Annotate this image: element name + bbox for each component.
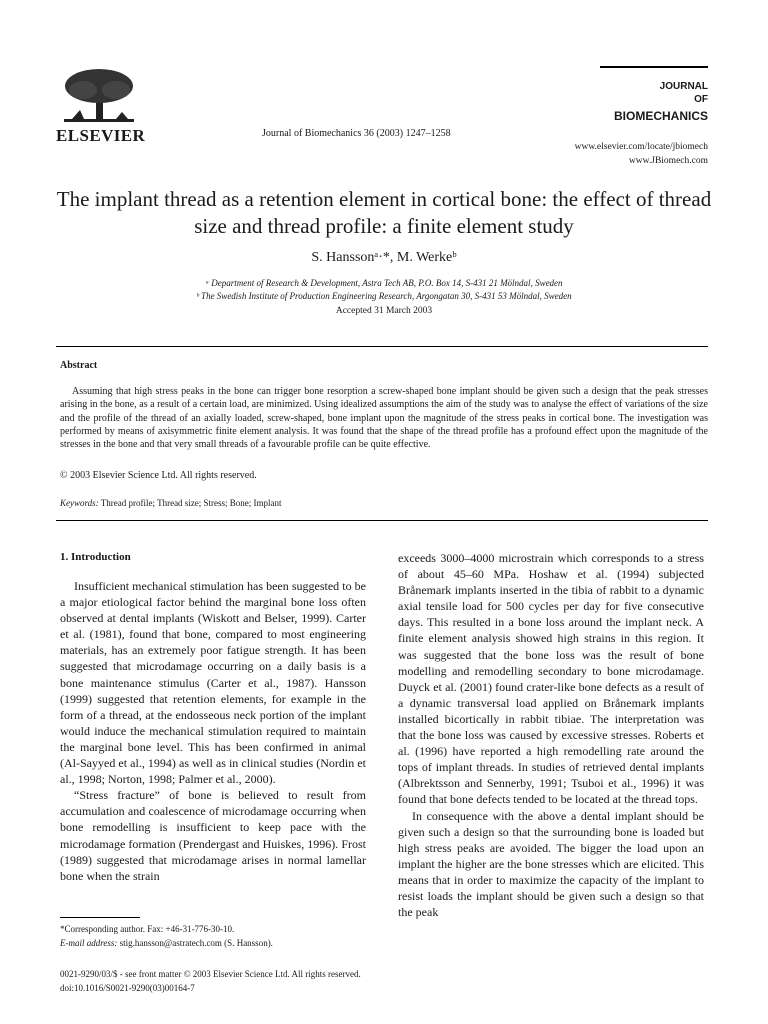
affiliation-a: ᵃ Department of Research & Development, Astra Tech AB, P.O. Box 14, S-431 21 Mölndal, Sweden — [205, 278, 563, 288]
email-note — [60, 938, 273, 948]
email-label: E-mail address: — [60, 938, 118, 948]
section-heading-introduction: 1. Introduction — [60, 551, 131, 563]
article-title: The implant thread as a retention element in cortical bone: the effect of thread size and thread profile: a finite element study — [56, 187, 712, 238]
publisher-logo-text: ELSEVIER — [56, 126, 146, 145]
affiliation-b: ᵇ The Swedish Institute of Production Engineering Research, Argongatan 30, S-431 53 Mölndal, Sweden — [196, 291, 572, 301]
journal-citation: Journal of Biomechanics 36 (2003) 1247–1258 — [262, 128, 451, 139]
keywords-line — [60, 498, 282, 508]
journal-name-line2: OF — [694, 94, 708, 105]
keywords-list: Thread profile; Thread size; Stress; Bone; Implant — [100, 498, 282, 508]
keywords-label: Keywords: — [60, 498, 99, 508]
front-matter-line: 0021-9290/03/$ - see front matter © 2003 Elsevier Science Ltd. All rights reserved. — [60, 969, 361, 979]
intro-paragraph-4: In consequence with the above a dental implant should be given such a design so that the surrounding bone is loaded but high stress peaks are avoided. The bigger the load upon an implant the higher are the bone stresses which are elicited. This means that in order to maximize the capacity of the implant to resist loads the implant should be given such a design so that the peak — [398, 808, 704, 920]
intro-paragraph-1: Insufficient mechanical stimulation has been suggested to be a major etiological factor behind the marginal bone loss often observed at dental implants (Wiskott and Belser, 1999). Carter et al. (1981), found that bone, compared to most engineering materials, has an extremely poor fatigue strength. It has been suggested that microdamage occurring on a daily basis is a bone maintenance stimulus (Carter et al., 1987). Hansson (1999) suggested that retention elements, for example in the form of a thread, at the endosseous neck portion of the implant would induce the mechanical stimulation required to maintain the marginal bone level. This has been confirmed in animal (Al-Sayyed et al., 1994) as well as in clinical studies (Nordin et al., 1998; Norton, 1998; Palmer et al., 2000). — [60, 579, 366, 787]
abstract-heading: Abstract — [60, 360, 98, 371]
body-column-left — [60, 578, 366, 884]
intro-paragraph-3: exceeds 3000–4000 microstrain which corresponds to a stress of about 45–60 MPa. Hoshaw et al. (1994) subjected Brånemark implants inserted in the tibia of rabbit to a dynamic axial tensile load for 500 cycles per day for five consecutive days. This resulted in a bone loss around the implant neck. A finite element analysis showed high strains in this region. It was suggested that the bone loss was the result of bone modelling and remodelling secondary to bone microdamage. Duyck et al. (2001) found crater-like bone defects as a result of a dynamic transversal load applied on Brånemark implants installed bicortically in rabbit tibiae. The interpretation was that the bone loss was caused by excessive stresses. Roberts et al. (1996) have reported a high remodelling rate around the tops of implant threads. In studies of retrieved dental implants (Albrektsson and Sennerby, 1991; Tsuboi et al., 1996) it was found that bone defects tended to be located at the thread tops. — [398, 551, 704, 807]
abstract-text: Assuming that high stress peaks in the bone can trigger bone resorption a screw-shaped bone implant should be given such a design that the peak stresses arising in the bone, as a result of a certain load, are minimized. Using idealized assumptions the aim of the study was to analyse the effect of variations of the size and the profile of the thread of an axially loaded, screw-shaped, bone implant upon the magnitude of the stress peaks in cortical bone. The investigation was performed by means of axisymmetric finite element analysis. It was found that the shape of the thread profile has a profound effect upon the magnitude of the stresses in the bone and that very small threads of a favourable profile can be quite effective. — [60, 386, 708, 451]
journal-url-1[interactable]: www.elsevier.com/locate/jbiomech — [574, 142, 708, 152]
journal-rule — [600, 66, 708, 68]
intro-paragraph-2: “Stress fracture” of bone is believed to result from accumulation and coalescence of microdamage occurring when bone remodelling is insufficient to keep pace with the microdamage formation (Prendergast and Huiskes, 1996). Frost (1989) suggested that microdamage arises in normal lamellar bone when the strain — [60, 788, 366, 883]
doi-line[interactable]: doi:10.1016/S0021-9290(03)00164-7 — [60, 983, 195, 993]
body-column-right — [398, 550, 704, 920]
email-address[interactable]: stig.hansson@astratech.com (S. Hansson). — [119, 938, 273, 948]
copyright-line: © 2003 Elsevier Science Ltd. All rights reserved. — [60, 470, 257, 481]
footnote-rule — [60, 917, 140, 918]
journal-name-line3: BIOMECHANICS — [613, 109, 708, 123]
journal-name-line1: JOURNAL — [659, 81, 708, 92]
elsevier-tree-logo — [58, 66, 140, 126]
journal-url-2[interactable]: www.JBiomech.com — [628, 156, 708, 166]
abstract-bottom-rule — [56, 520, 708, 521]
abstract-top-rule — [56, 346, 708, 347]
accepted-date: Accepted 31 March 2003 — [335, 306, 433, 316]
corresponding-author-note: *Corresponding author. Fax: +46-31-776-30-10. — [60, 924, 235, 934]
article-authors: S. Hanssonᵃ·*, M. Werkeᵇ — [311, 250, 457, 265]
